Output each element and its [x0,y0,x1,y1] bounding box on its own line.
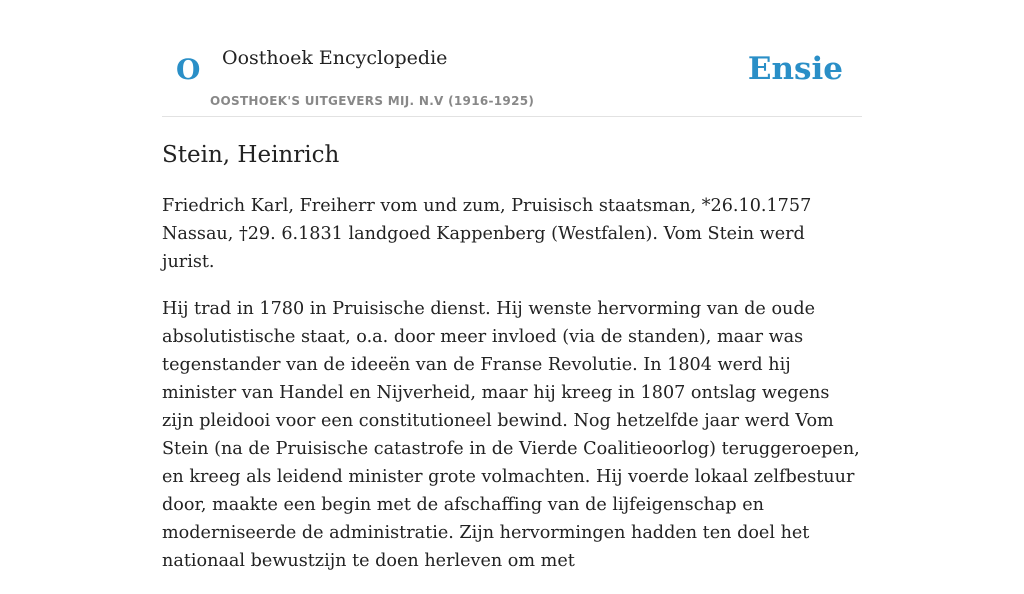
article-body [162,192,862,594]
logo-mark[interactable]: O [176,53,201,86]
article-paragraph: Hij trad in 1780 in Pruisische dienst. Hij wenste hervorming van de oude absolutistische staat, o.a. door meer invloed (via de standen), maar was tegenstander van de ideeën van de Franse Revolutie. In 1804 werd hij minister van Handel en Nijverheid, maar hij kreeg in 1807 ontslag wegens zijn pleidooi voor een constitutioneel bewind. Nog hetzelfde jaar werd Vom Stein (na de Pruisische catastrofe in de Vierde Coalitieoorlog) teruggeroepen, en kreeg als leidend minister grote volmachten. Hij voerde lokaal zelfbestuur door, maakte een begin met de afschaffing van de lijfeigenschap en moderniseerde de administratie. Zijn hervormingen hadden ten doel het nationaal bewustzijn te doen herleven om met [162,299,860,571]
brand-logo[interactable]: Ensie [747,51,843,87]
publisher-subtitle: OOSTHOEK'S UITGEVERS MIJ. N.V (1916-1925) [210,94,535,108]
article-paragraph: Friedrich Karl, Freiherr vom und zum, Pruisisch staatsman, *26.10.1757 Nassau, †29. 6.1831 landgoed Kappenberg (Westfalen). Vom Stein werd jurist. [162,196,812,272]
article-title: Stein, Heinrich [162,142,340,168]
site-title[interactable]: Oosthoek Encyclopedie [222,47,448,69]
site-header [162,0,862,117]
